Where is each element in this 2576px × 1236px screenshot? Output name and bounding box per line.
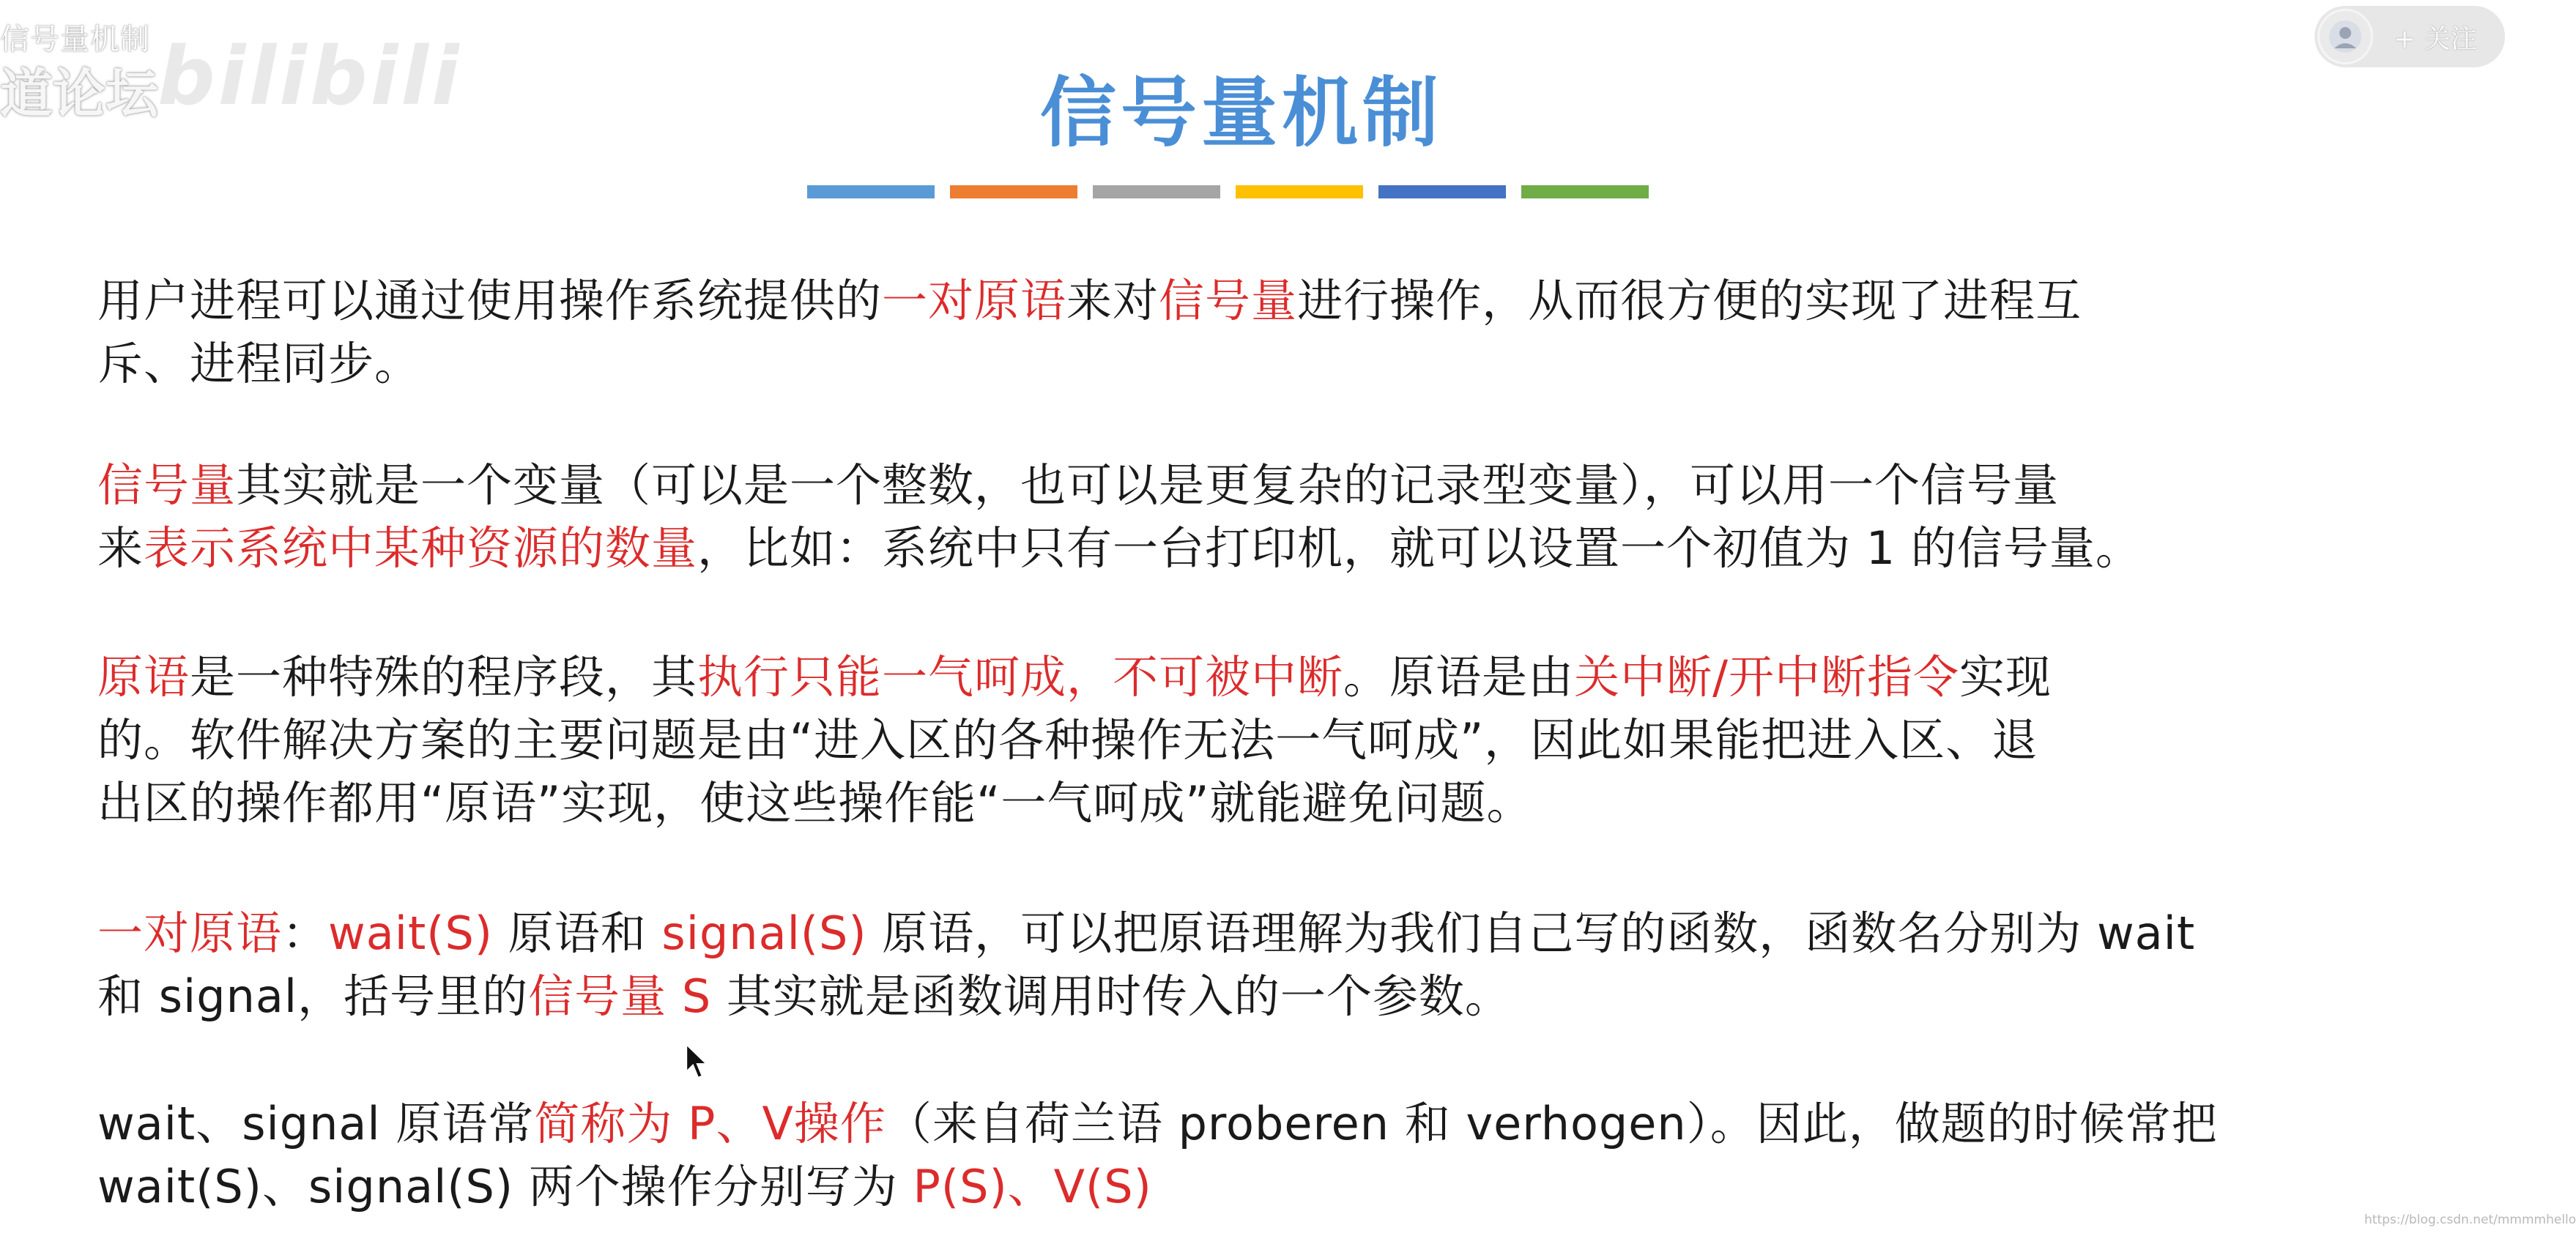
paragraph-wait-signal [97, 902, 2427, 1028]
p1-line-1 [97, 269, 2427, 332]
paragraph-primitives-intro [97, 269, 2427, 395]
p1-text-2: 来对 [1066, 274, 1159, 327]
watermark-video-title: 信号量机制 [0, 23, 150, 56]
p3-line-1 [97, 646, 2427, 709]
p3-emphasis-2: 执行只能一气呵成，不可被中断 [697, 650, 1344, 704]
p4-text-5: 其实就是函数调用时传入的一个参数。 [711, 969, 1511, 1023]
p3-text-2: 。原语是由 [1343, 650, 1575, 704]
p2-text-2: 来 [97, 521, 144, 575]
p1-line-2 [97, 332, 2427, 395]
watermark-channel-text: 道论坛 [0, 63, 159, 124]
p1-emphasis-2: 信号量 [1159, 274, 1298, 327]
p1-text-3: 进行操作，从而很方便的实现了进程互 [1297, 274, 2082, 327]
p3-text-1: 是一种特殊的程序段，其 [190, 650, 698, 704]
p3-text-4: 的。软件解决方案的主要问题是由“进入区的各种操作无法一气呵成”，因此如果能把进入区、退 [97, 713, 2038, 767]
p4-text-4: 和 signal，括号里的 [97, 969, 529, 1023]
paragraph-primitive-definition [97, 646, 2427, 835]
p1-emphasis-1: 一对原语 [882, 274, 1067, 327]
p3-emphasis-1: 原语 [97, 650, 190, 704]
p5-emphasis-1: 简称为 P、V操作 [534, 1097, 886, 1150]
follow-label[interactable]: + 关注 [2394, 23, 2477, 54]
p4-line-2 [97, 965, 2427, 1028]
divider-bar-gray [1093, 185, 1220, 198]
divider-bar-orange [950, 185, 1077, 198]
p3-emphasis-3: 关中断/开中断指令 [1574, 650, 1959, 704]
p4-emphasis-2: wait(S) [328, 906, 493, 960]
p5-line-1 [97, 1092, 2427, 1155]
divider-bar-yellow [1236, 185, 1363, 198]
p5-emphasis-2: P(S)、V(S) [913, 1160, 1152, 1213]
p2-text-1: 其实就是一个变量（可以是一个整数，也可以是更复杂的记录型变量），可以用一个信号量 [236, 458, 2060, 512]
p2-text-3: ，比如：系统中只有一台打印机，就可以设置一个初值为 1 的信号量。 [697, 521, 2142, 575]
p3-line-2 [97, 709, 2427, 772]
p5-text-3: wait(S)、signal(S) 两个操作分别写为 [97, 1160, 913, 1213]
p4-text-1: ： [282, 906, 329, 960]
divider-bar-green [1521, 185, 1649, 198]
divider-bar-navy [1378, 185, 1506, 198]
slide-title: 信号量机制 [1039, 68, 1443, 157]
p1-text-1: 用户进程可以通过使用操作系统提供的 [97, 274, 883, 327]
p1-text-4: 斥、进程同步。 [97, 337, 421, 390]
paragraph-semaphore-definition [97, 454, 2427, 580]
p4-emphasis-4: 信号量 S [528, 969, 712, 1023]
blog-url-watermark: https://blog.csdn.net/mmmmhello [2364, 1213, 2576, 1227]
p4-emphasis-3: signal(S) [661, 906, 867, 960]
p2-line-1 [97, 454, 2427, 517]
p2-line-2 [97, 517, 2427, 580]
p3-line-3 [97, 772, 2427, 835]
p5-text-1: wait、signal 原语常 [97, 1097, 535, 1150]
mouse-pointer-icon [685, 1043, 710, 1081]
p4-line-1 [97, 902, 2427, 965]
p5-text-2: （来自荷兰语 proberen 和 verhogen）。因此，做题的时候常把 [886, 1097, 2218, 1150]
p2-emphasis-1: 信号量 [97, 458, 237, 512]
p4-text-3: 原语，可以把原语理解为我们自己写的函数，函数名分别为 wait [866, 906, 2196, 960]
paragraph-pv-operations [97, 1092, 2427, 1218]
divider-bar-blue [807, 185, 935, 198]
p3-text-5: 出区的操作都用“原语”实现，使这些操作能“一气呵成”就能避免问题。 [97, 776, 1533, 830]
p2-emphasis-2: 表示系统中某种资源的数量 [144, 521, 698, 575]
p4-text-2: 原语和 [493, 906, 662, 960]
bilibili-logo: bilibili [157, 29, 462, 123]
p4-emphasis-1: 一对原语 [97, 906, 283, 960]
p3-text-3: 实现 [1959, 650, 2052, 704]
p5-line-2 [97, 1155, 2427, 1218]
